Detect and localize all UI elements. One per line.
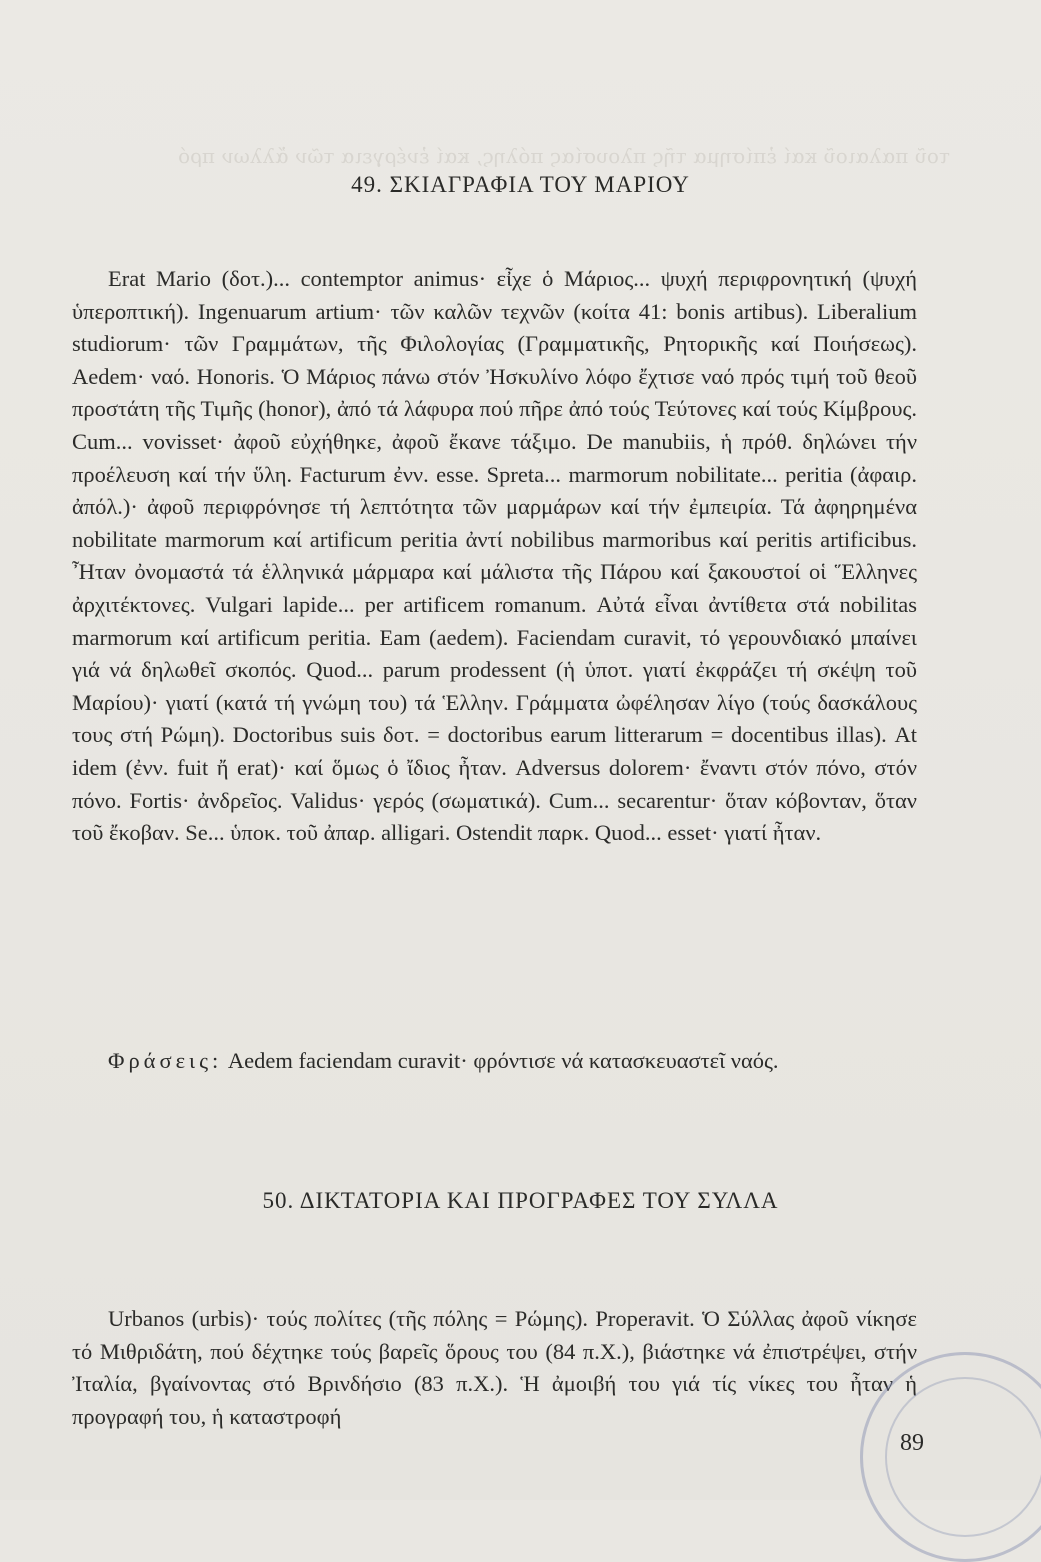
phrases-text: Aedem faciendam curavit· φρόντισε νά κατασκευαστεῖ ναός. [227, 1048, 779, 1073]
section-50-paragraph: Urbanos (urbis)· τούς πολίτες (τῆς πόλης = Ρώμης). Properavit. Ὁ Σύλλας ἀφοῦ νίκησε τό Μιθριδάτη, πού δέχτηκε τούς βαρεῖς ὅρους του (84 π.Χ.), βιάστηκε νά ἐπιστρέψει, στήν Ἰταλία, βγαίνοντας στό Βρινδήσιο (83 π.Χ.). Ἡ ἀμοιβή του γιά τίς νίκες του ἦταν ἡ προγραφή του, ἡ καταστροφή [72, 1306, 917, 1429]
library-stamp-inner-ring [885, 1377, 1041, 1537]
phrases-label: Φράσεις: [108, 1048, 223, 1073]
section-49-paragraph: Erat Mario (δοτ.)... contemptor animus· εἶχε ὁ Μάριος... ψυχή περιφρονητική (ψυχή ὑπεροπτική). Ingenuarum artium· τῶν καλῶν τεχνῶν (κοίτα 41: bonis artibus). Liberalium studiorum· τῶν Γραμμάτων, τῆς Φιλολογίας (Γραμματικῆς, Ρητορικῆς καί Ποιήσεως). Aedem· ναό. Honoris. Ὁ Μάριος πάνω στόν Ἠσκυλίνο λόφο ἔχτισε ναό πρός τιμή τοῦ θεοῦ προστάτη τῆς Τιμῆς (honor), ἀπό τά λάφυρα πού πῆρε ἀπό τούς Τεύτονες καί τούς Κίμβρους. Cum... vovisset· ἀφοῦ εὐχήθηκε, ἀφοῦ ἔκανε τάξιμο. De manubiis, ἡ πρόθ. δηλώνει τήν προέλευση καί τήν ὕλη. Facturum ἐνν. esse. Spreta... marmorum nobilitate... peritia (ἀφαιρ. ἀπόλ.)· ἀφοῦ περιφρόνησε τή λεπτότητα τῶν μαρμάρων καί τήν ἐμπειρία. Τά ἀφηρημένα nobilitate marmorum καί artificum peritia ἀντί nobilibus marmoribus καί peritis artificibus. Ἦταν ὀνομαστά τά ἑλληνικά μάρμαρα καί μάλιστα τῆς Πάρου καί ξακουστοί οἱ Ἕλληνες ἀρχιτέκτονες. Vulgari lapide... per artificem romanum. Αὐτά εἶναι ἀντίθετα στά nobilitas marmorum καί artificum peritia. Eam (aedem). Faciendam curavit, τό γερουνδιακό μπαίνει γιά νά δηλωθεῖ σκοπός. Quod... parum prodessent (ἡ ὑποτ. γιατί ἐκφράζει τή σκέψη τοῦ Μαρίου)· γιατί (κατά τή γνώμη του) τά Ἑλλην. Γράμματα ὠφέλησαν λίγο (τούς δασκάλους τους στή Ρώμη). Doctoribus suis δοτ. = doctoribus earum litterarum = docentibus illas). At idem (ἐνν. fuit ἤ erat)· καί ὅμως ὁ ἴδιος ἦταν. Adversus dolorem· ἔναντι στόν πόνο, στόν πόνο. Fortis· ἀνδρεῖος. Validus· γερός (σωματικά). Cum... secarentur· ὅταν κόβονταν, ὅταν τοῦ ἔκοβαν. Se... ὑποκ. τοῦ ἀπαρ. alligari. Ostendit παρκ. Quod... esset· γιατί ἦταν. [72, 266, 917, 846]
section-heading-49: 49. ΣΚΙΑΓΡΑΦΙΑ ΤΟΥ ΜΑΡΙΟΥ [351, 172, 690, 197]
section-49-body [72, 263, 917, 850]
phrases-block [72, 1045, 917, 1078]
page-number: 89 [900, 1430, 924, 1456]
section-50-body [72, 1303, 917, 1433]
bleed-through-text: τοῦ παλαιοῦ καί ἐπίσημα τῆς πλουσίας πόλης, καί ἐνέργεια τῶν ἄλλων πρό [178, 144, 950, 168]
section-heading-50: 50. ΔΙΚΤΑΤΟΡΙΑ ΚΑΙ ΠΡΟΓΡΑΦΕΣ ΤΟΥ ΣΥΛΛΑ [262, 1188, 779, 1213]
